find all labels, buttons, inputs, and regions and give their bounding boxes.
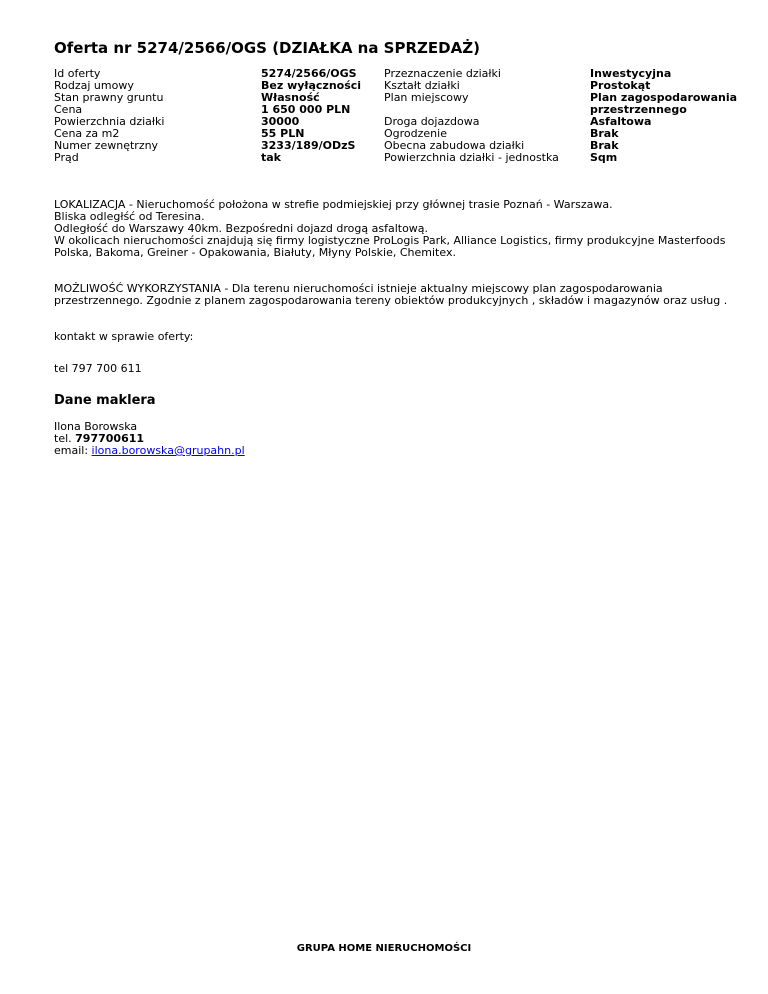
details-right-values: [590, 68, 750, 164]
details-left-labels: [54, 68, 254, 164]
detail-label: Cena za m2: [54, 127, 120, 140]
usage-line: przestrzennego. Zgodnie z planem zagospodarowania tereny obiektów produkcyjnych , składów i magazynów oraz usług .: [54, 294, 728, 307]
agent-email-label: email:: [54, 444, 89, 457]
location-line: LOKALIZACJA - Nieruchomość położona w strefie podmiejskiej przy głównej trasie Poznań - Warszawa.: [54, 198, 613, 211]
detail-label: Stan prawny gruntu: [54, 91, 164, 104]
detail-value: przestrzennego: [590, 103, 687, 116]
detail-label: Droga dojazdowa: [384, 115, 480, 128]
detail-value: 30000: [261, 115, 300, 128]
location-description: [54, 199, 744, 259]
detail-value: Asfaltowa: [590, 115, 652, 128]
details-right-labels: [384, 68, 584, 164]
detail-value: 1 650 000 PLN: [261, 103, 351, 116]
detail-value: Własność: [261, 91, 320, 104]
location-line: Odległość do Warszawy 40km. Bezpośredni dojazd drogą asfaltową.: [54, 222, 429, 235]
location-line: Polska, Bakoma, Greiner - Opakowania, Białuty, Młyny Polskie, Chemitex.: [54, 246, 456, 259]
offer-title: Oferta nr 5274/2566/OGS (DZIAŁKA na SPRZEDAŻ): [54, 39, 480, 57]
detail-value: 55 PLN: [261, 127, 305, 140]
agent-email-link[interactable]: ilona.borowska@grupahn.pl: [91, 444, 245, 457]
detail-label: Cena: [54, 103, 83, 116]
location-line: Bliska odległść od Teresina.: [54, 210, 205, 223]
detail-label: Przeznaczenie działki: [384, 67, 501, 80]
offer-page: [54, 38, 744, 457]
detail-label: Obecna zabudowa działki: [384, 139, 525, 152]
detail-label: Plan miejscowy: [384, 91, 469, 104]
usage-line: MOŻLIWOŚĆ WYKORZYSTANIA - Dla terenu nieruchomości istnieje aktualny miejscowy plan zagospodarowania: [54, 282, 663, 295]
detail-label: Powierzchnia działki: [54, 115, 165, 128]
agent-phone-label: tel.: [54, 432, 72, 445]
detail-value: Bez wyłączności: [261, 79, 362, 92]
contact-phone: tel 797 700 611: [54, 362, 142, 375]
detail-label: Powierzchnia działki - jednostka: [384, 151, 559, 164]
detail-label: Numer zewnętrzny: [54, 139, 159, 152]
detail-value: Sqm: [590, 151, 618, 164]
detail-label: Prąd: [54, 151, 79, 164]
details-left-values: [261, 68, 381, 164]
detail-value: tak: [261, 151, 281, 164]
agent-heading: Dane maklera: [54, 393, 156, 408]
detail-value: Inwestycyjna: [590, 67, 672, 80]
detail-label: Rodzaj umowy: [54, 79, 134, 92]
offer-details: [54, 68, 744, 164]
detail-value: 3233/189/ODzS: [261, 139, 356, 152]
contact-section: [54, 331, 744, 343]
location-line: W okolicach nieruchomości znajdują się firmy logistyczne ProLogis Park, Alliance Logistics, firmy produkcyjne Masterfoods: [54, 234, 726, 247]
detail-value: Brak: [590, 139, 619, 152]
detail-label: Ogrodzenie: [384, 127, 447, 140]
footer-brand: GRUPA HOME NIERUCHOMOŚCI: [296, 943, 472, 954]
detail-value: 5274/2566/OGS: [261, 67, 357, 80]
detail-value: Brak: [590, 127, 619, 140]
agent-info: [54, 421, 744, 457]
detail-value: Prostokąt: [590, 79, 651, 92]
agent-email-row: [54, 445, 744, 457]
detail-label: Id oferty: [54, 67, 101, 80]
contact-intro: kontakt w sprawie oferty:: [54, 330, 194, 343]
detail-value: Plan zagospodarowania: [590, 91, 738, 104]
detail-label: Kształt działki: [384, 79, 460, 92]
usage-description: [54, 283, 744, 307]
agent-phone-value: 797700611: [75, 432, 145, 445]
agent-name: Ilona Borowska: [54, 420, 138, 433]
